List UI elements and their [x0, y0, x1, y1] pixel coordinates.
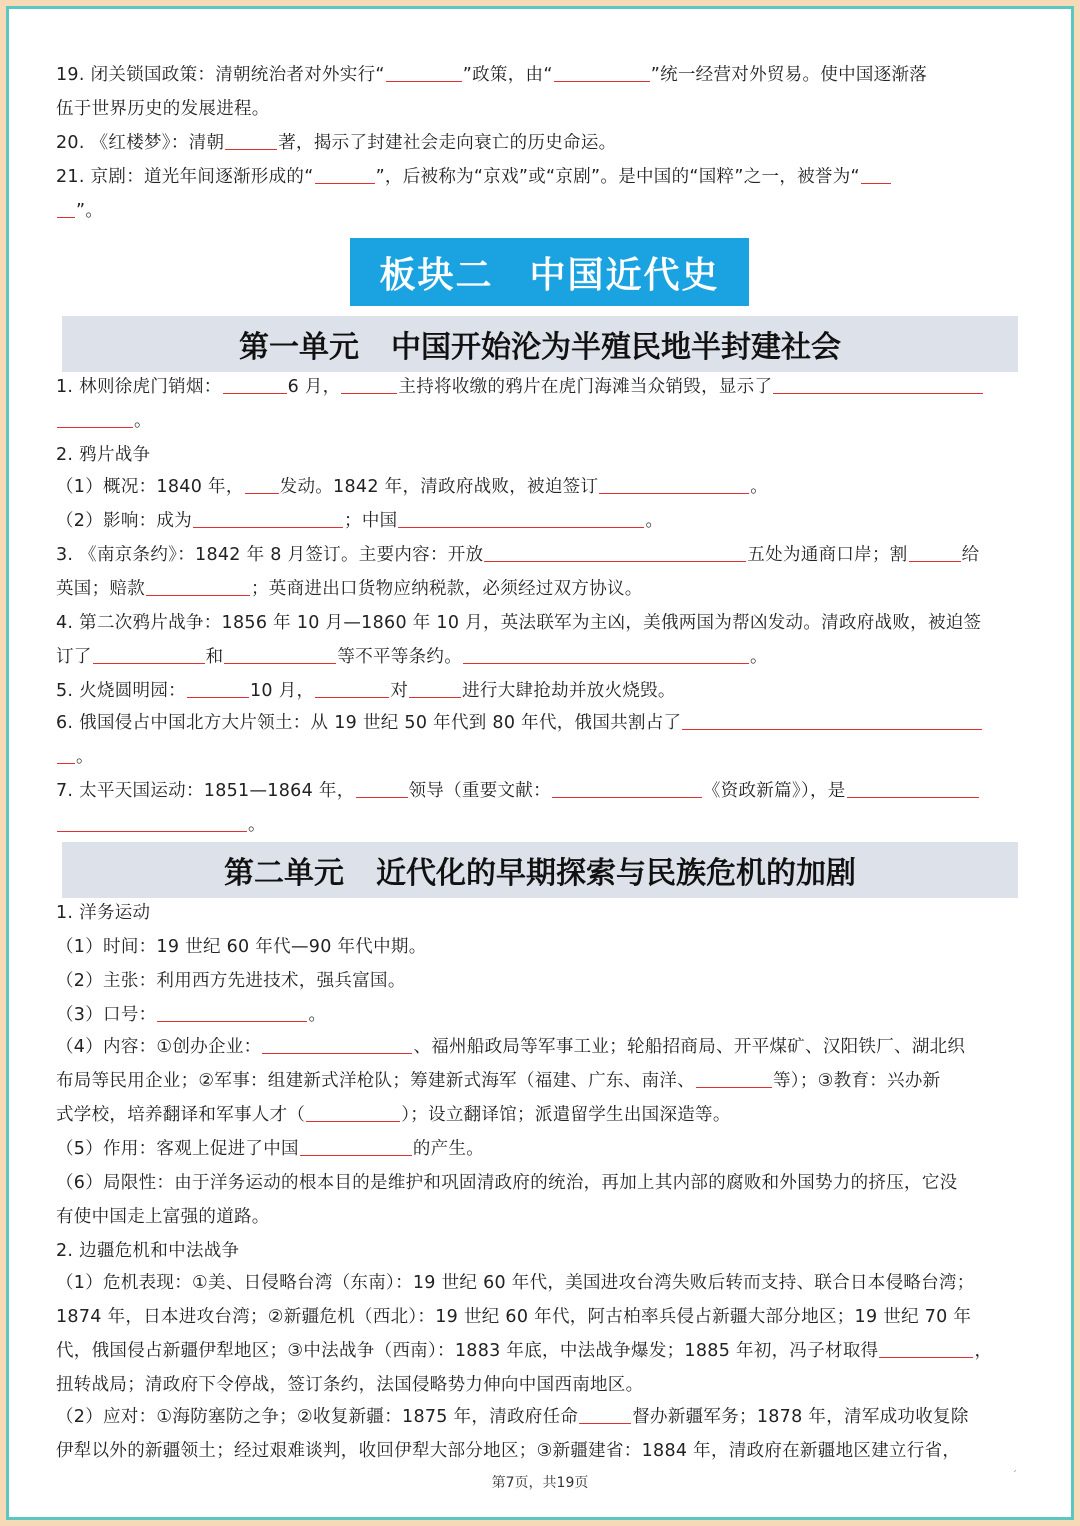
answer-blank: [57, 815, 247, 832]
item-u2-1-3: （3）口号： 。: [56, 1005, 327, 1025]
item-u2-1: 1. 洋务运动: [56, 903, 151, 923]
item-u2-1-1: （1）时间：19 世纪 60 年代—90 年代中期。: [56, 937, 427, 957]
item-u2-1-2: （2）主张：利用西方先进技术，强兵富国。: [56, 971, 406, 991]
answer-blank: [315, 167, 375, 184]
item-u2-2-1-d: 扭转战局；清政府下令停战，签订条约，法国侵略势力伸向中国西南地区。: [56, 1375, 644, 1395]
question-19: 19. 闭关锁国政策：清朝统治者对外实行“ ”政策，由“ ”统一经营对外贸易。使中国逐渐落: [56, 65, 928, 85]
item-6: 6. 俄国侵占中国北方大片领土：从 19 世纪 50 年代到 80 年代，俄国共割占了: [56, 712, 1018, 734]
answer-blank: [398, 511, 644, 528]
answer-blank: [879, 1341, 973, 1358]
item-1: 1. 林则徐虎门销烟： 6 月， 主持将收缴的鸦片在虎门海滩当众销毁，显示了: [56, 376, 1018, 398]
unit-2-title: 近代化的早期探索与民族危机的加剧: [376, 856, 856, 891]
item-u2-2: 2. 边疆危机和中法战争: [56, 1241, 240, 1261]
answer-blank: [386, 65, 462, 82]
answer-blank: [682, 713, 982, 730]
answer-blank: [225, 133, 277, 150]
item-2-2: （2）影响：成为 ；中国 。: [56, 511, 664, 531]
answer-blank: [57, 411, 133, 428]
answer-blank: [306, 1105, 400, 1122]
item-u2-1-4-c: 式学校，培养翻译和军事人才（ ）；设立翻译馆；派遣留学生出国深造等。: [56, 1105, 731, 1125]
answer-blank: [245, 477, 279, 494]
item-u2-2-1: （1）危机表现：①美、日侵略台湾（东南）：19 世纪 60 年代，美国进攻台湾失败后转而支持、联合日本侵略台湾；: [56, 1273, 975, 1293]
section-heading: [350, 238, 749, 306]
answer-blank: [224, 647, 336, 664]
corner-mark: ˊ: [1012, 1470, 1017, 1481]
question-21: 21. 京剧：道光年间逐渐形成的“ ”，后被称为“京戏”或“京剧”。是中国的“国粹”之一，被誉为“: [56, 166, 1018, 188]
answer-blank: [599, 477, 749, 494]
item-7-cont: 。: [56, 814, 1018, 836]
item-5: 5. 火烧圆明园： 10 月， 对 进行大肆抢劫并放火烧毁。: [56, 681, 676, 701]
unit-2-label: 第二单元: [224, 856, 344, 891]
section-name: 中国近代史: [529, 254, 720, 296]
answer-blank: [300, 1139, 412, 1156]
answer-blank: [146, 579, 250, 596]
answer-blank: [463, 647, 749, 664]
answer-blank: [93, 647, 205, 664]
item-u2-2-1-b: 1874 年，日本进攻台湾；②新疆危机（西北）：19 世纪 60 年代，阿古柏率兵侵占新疆大部分地区；19 世纪 70 年: [56, 1307, 972, 1327]
answer-blank: [341, 377, 397, 394]
item-4-cont: 订了 和 等不平等条约。 。: [56, 647, 768, 667]
unit-1-label: 第一单元: [239, 330, 359, 365]
answer-blank: [484, 545, 746, 562]
answer-blank: [773, 377, 983, 394]
answer-blank: [552, 781, 702, 798]
item-2-1: （1）概况：1840 年， 发动。1842 年，清政府战败，被迫签订 。: [56, 477, 769, 497]
answer-blank: [579, 1407, 631, 1424]
item-2: 2. 鸦片战争: [56, 445, 151, 465]
answer-blank: [223, 377, 287, 394]
item-4: 4. 第二次鸦片战争：1856 年 10 月—1860 年 10 月，英法联军为主凶，美俄两国为帮凶发动。清政府战败，被迫签: [56, 613, 982, 633]
unit-2-heading: [62, 842, 1018, 898]
item-u2-1-5: （5）作用：客观上促进了中国 的产生。: [56, 1139, 485, 1159]
answer-blank: [909, 545, 961, 562]
item-7: 7. 太平天国运动：1851—1864 年， 领导（重要文献： 《资政新篇》），是: [56, 780, 1018, 802]
question-19-cont: 伍于世界历史的发展进程。: [56, 99, 270, 119]
item-u2-2-2: （2）应对：①海防塞防之争；②收复新疆：1875 年，清政府任命 督办新疆军务；1878 年，清军成功收复除: [56, 1407, 969, 1427]
item-u2-2-1-c: 代，俄国侵占新疆伊犁地区；③中法战争（西南）：1883 年底，中法战争爆发；1885 年初，冯子材取得 ，: [56, 1341, 993, 1361]
answer-blank: [861, 167, 891, 184]
answer-blank: [57, 201, 75, 218]
item-6-cont: 。: [56, 746, 1018, 768]
answer-blank: [187, 681, 249, 698]
page-number: 第7页，共19页: [491, 1475, 589, 1491]
item-1-cont: 。: [56, 410, 1018, 432]
answer-blank: [554, 65, 650, 82]
answer-blank: [262, 1037, 412, 1054]
item-u2-2-2-b: 伊犁以外的新疆领土；经过艰难谈判，收回伊犁大部分地区；③新疆建省：1884 年，清政府在新疆地区建立行省，: [56, 1441, 961, 1461]
answer-blank: [847, 781, 979, 798]
answer-blank: [315, 681, 389, 698]
answer-blank: [356, 781, 408, 798]
question-20: 20. 《红楼梦》：清朝 著，揭示了封建社会走向衰亡的历史命运。: [56, 133, 617, 153]
item-u2-1-4: （4）内容：①创办企业： 、福州船政局等军事工业；轮船招商局、开平煤矿、汉阳铁厂、湖北织: [56, 1037, 966, 1057]
answer-blank: [409, 681, 461, 698]
question-21-cont: ”。: [56, 200, 1018, 222]
answer-blank: [193, 511, 343, 528]
unit-1-title: 中国开始沦为半殖民地半封建社会: [391, 330, 841, 365]
item-3: 3. 《南京条约》：1842 年 8 月签订。主要内容：开放 五处为通商口岸；割 给: [56, 545, 980, 565]
item-u2-1-4-b: 布局等民用企业；②军事：组建新式洋枪队；筹建新式海军（福建、广东、南洋、 等）；③教育：兴办新: [56, 1071, 941, 1091]
item-u2-1-6-b: 有使中国走上富强的道路。: [56, 1207, 270, 1227]
item-3-cont: 英国；赔款 ；英商进出口货物应纳税款，必须经过双方协议。: [56, 579, 643, 599]
answer-blank: [57, 747, 75, 764]
answer-blank: [696, 1071, 772, 1088]
answer-blank: [157, 1005, 307, 1022]
unit-1-heading: [62, 316, 1018, 372]
section-part: 板块二: [379, 254, 494, 296]
item-u2-1-6: （6）局限性：由于洋务运动的根本目的是维护和巩固清政府的统治，再加上其内部的腐败和外国势力的挤压，它没: [56, 1173, 958, 1193]
